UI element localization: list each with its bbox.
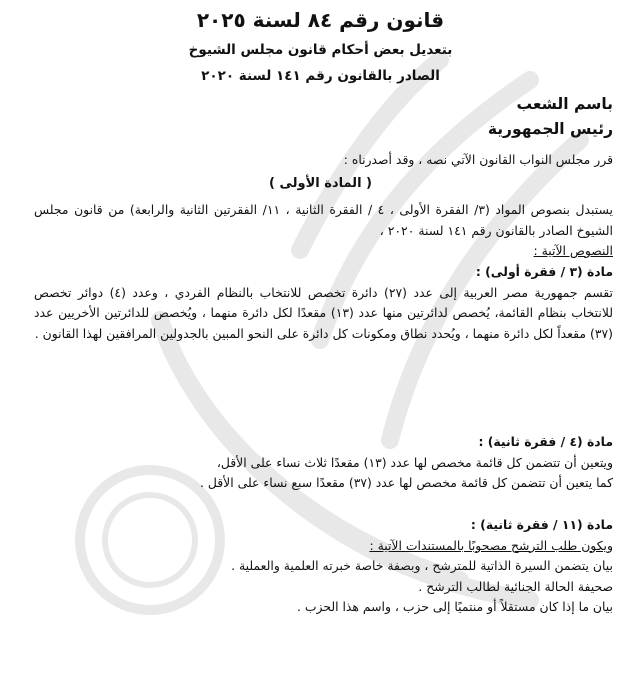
- section-article-3: [34, 262, 613, 344]
- article-one-after: النصوص الآتية :: [533, 243, 613, 258]
- law-subtitle-line2: الصادر بالقانون رقم ١٤١ لسنة ٢٠٢٠: [201, 68, 440, 84]
- preamble: قرر مجلس النواب القانون الآتي نصه ، وقد أصدرناه :: [343, 152, 613, 167]
- section-article-4-text2: كما يتعين أن تتضمن كل قائمة مخصص لها عدد (٣٧) مقعدًا سبع نساء على الأقل .: [199, 475, 613, 490]
- law-title: قانون رقم ٨٤ لسنة ٢٠٢٥: [196, 8, 445, 32]
- heading-president: رئيس الجمهورية: [487, 120, 613, 138]
- article-one-title: ( المادة الأولى ): [269, 176, 372, 191]
- law-subtitle-line1: بتعديل بعض أحكام قانون مجلس الشيوخ: [188, 42, 453, 58]
- article-one-text: يستبدل بنصوص المواد (٣/ الفقرة الأولى ، ٤ / الفقرة الثانية ، ١١/ الفقرتين الثانية والرابعة) من قانون مجلس الشيوخ الصادر بالقانون رقم ١٤١ لسنة ٢٠٢٠ ،: [34, 202, 613, 238]
- section-article-3-label: مادة (٣ / فقرة أولى) :: [475, 264, 613, 279]
- section-article-4: [34, 432, 613, 494]
- section-article-3-text: تقسم جمهورية مصر العربية إلى عدد (٢٧) دائرة تخصص للانتخاب بالنظام الفردي ، وعدد (٤) دوائر تخصص للانتخاب بنظام القائمة، يُخصص لدائرتين منها عدد (١٣) مقعدًا لكل دائرة منهما ، ويُخصص للدائرتين الأخريين عدد (٣٧) مقعداً لكل دائرة منهما ، ويُحدد نطاق ومكونات كل دائرة على النحو المبين بالجدولين المرافقين لهذا القانون .: [34, 284, 613, 341]
- section-article-11-item1: بيان يتضمن السيرة الذاتية للمترشح ، وبصفة خاصة خبرته العلمية والعملية .: [231, 558, 613, 573]
- section-article-4-label: مادة (٤ / فقرة ثانية) :: [478, 434, 613, 449]
- article-one-body: [34, 200, 613, 262]
- heading-in-the-name-of-the-people: باسم الشعب: [516, 95, 613, 113]
- section-article-11-label: مادة (١١ / فقرة ثانية) :: [470, 517, 613, 532]
- section-article-11-intro: ويكون طلب الترشح مصحوبًا بالمستندات الآتية :: [369, 537, 613, 553]
- section-article-11: [34, 515, 613, 618]
- section-article-11-item2: صحيفة الحالة الجنائية لطالب الترشح .: [418, 578, 613, 594]
- section-article-11-item3: بيان ما إذا كان مستقلاً أو منتميًا إلى حزب ، واسم هذا الحزب .: [296, 599, 613, 614]
- section-article-4-text1: ويتعين أن تتضمن كل قائمة مخصص لها عدد (١٣) مقعدًا ثلاث نساء على الأقل،: [216, 454, 613, 470]
